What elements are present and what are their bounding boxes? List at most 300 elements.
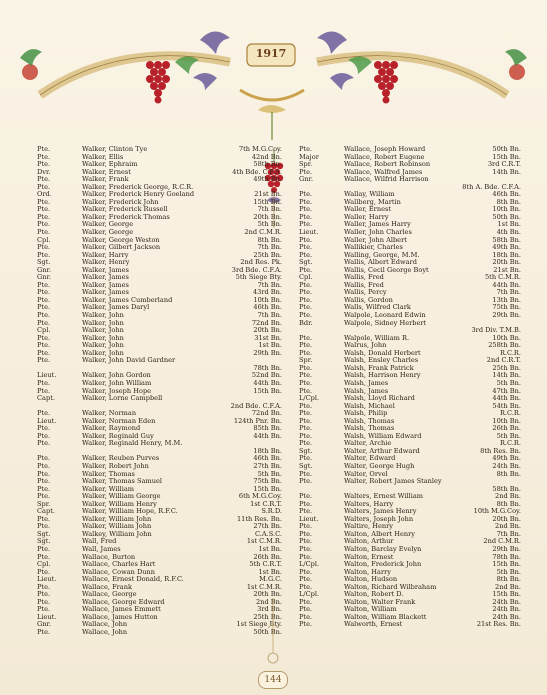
entry-rank: Cpl. — [37, 326, 51, 335]
roll-entry — [37, 169, 282, 177]
roll-entry — [299, 493, 521, 501]
entry-rank: Pte. — [299, 424, 313, 433]
entry-unit: 6th M.G.Coy. — [238, 492, 282, 501]
entry-rank: Pte. — [299, 363, 313, 372]
entry-rank: Pte. — [37, 439, 51, 448]
entry-unit: 21st Res. Bn. — [476, 620, 521, 629]
entry-unit: 20th Bn. — [492, 514, 521, 523]
entry-name: Walsh, William Edward — [344, 431, 422, 440]
roll-entry — [37, 516, 282, 524]
entry-unit: 44th Bn. — [492, 280, 521, 289]
entry-rank: Pte. — [37, 197, 51, 206]
roll-entry — [299, 229, 521, 237]
roll-entry — [37, 320, 282, 328]
entry-name: Wallace, Walfred James — [344, 167, 423, 176]
entry-unit: 24th Bn. — [492, 461, 521, 470]
entry-name: Walter, Robert James Stanley — [344, 477, 442, 486]
entry-unit: 3rd Div. T.M.B. — [471, 326, 521, 335]
entry-rank: Spr. — [37, 499, 51, 508]
entry-rank: Pte. — [299, 205, 313, 214]
entry-name: Walton, Walter Frank — [344, 597, 416, 606]
entry-name: Walter, Edward — [344, 454, 396, 463]
entry-name: Wallace, Robert Eugene — [344, 152, 425, 161]
entry-name: Walker, Frederick George, R.C.R. — [82, 182, 194, 191]
entry-rank: Pte. — [37, 311, 51, 320]
entry-name: Walker, Reginald Henry, M.M. — [82, 439, 183, 448]
entry-unit: C.A.S.C. — [254, 529, 282, 538]
roll-entry — [299, 599, 521, 607]
entry-name: Walpole, Sidney Herbert — [344, 318, 427, 327]
entry-unit: 124th Pnr. Bn. — [233, 416, 282, 425]
entry-name: Walker, John Gordon — [82, 371, 151, 380]
entry-rank: Pte. — [37, 409, 51, 418]
entry-name: Walker, Reginald Guy — [82, 431, 154, 440]
entry-unit: 1st C.R.T. — [250, 499, 282, 508]
entry-name: Walker, Gilbert Jackson — [82, 243, 161, 252]
entry-unit: 15th Bn. — [253, 386, 282, 395]
entry-name: Walker, Frederick Henry Goeland — [82, 190, 195, 199]
entry-unit: 11th Res. Bn. — [236, 514, 282, 523]
roll-entry — [299, 410, 521, 418]
entry-rank: Sgt. — [37, 529, 51, 538]
entry-rank: Cpl. — [37, 560, 51, 569]
roll-entry — [299, 372, 521, 380]
entry-unit: 3rd Bn. — [257, 605, 282, 614]
entry-unit: 78th Bn. — [253, 363, 282, 372]
entry-unit: 8th Bn. — [496, 499, 521, 508]
roll-entry — [37, 576, 282, 584]
entry-name: Wallace, Joseph Howard — [344, 145, 426, 153]
entry-name: Walker, Ellis — [82, 152, 124, 161]
entry-rank: Pte. — [37, 477, 51, 486]
entry-unit: 10th M.G.Coy. — [473, 507, 521, 516]
entry-unit: 14th Bn. — [492, 167, 521, 176]
roll-entry — [299, 403, 521, 411]
entry-unit: 5th Bn. — [257, 469, 282, 478]
entry-unit: 4th Bn. — [496, 228, 521, 237]
entry-rank: Sgt. — [299, 258, 313, 267]
roll-entry — [299, 274, 521, 282]
entry-rank: Pte. — [299, 341, 313, 350]
entry-name: Wallis, Gordon — [344, 295, 393, 304]
entry-name: Walters, James Henry — [344, 507, 417, 516]
entry-unit: 10th Bn. — [492, 205, 521, 214]
entry-name: Walsh, Michael — [344, 401, 395, 410]
entry-rank: Lieut. — [37, 612, 57, 621]
entry-unit: 44th Bn. — [253, 378, 282, 387]
roll-entry — [37, 312, 282, 320]
entry-rank: Spr. — [299, 356, 313, 365]
entry-rank: Pte. — [37, 341, 51, 350]
entry-rank: Pte. — [37, 212, 51, 221]
entry-name: Walker, John William — [82, 378, 152, 387]
entry-name: Wallace, Burton — [82, 552, 136, 561]
entry-unit: 8th A. Bde. C.F.A. — [462, 182, 521, 191]
entry-unit: 20th Bn. — [492, 258, 521, 267]
entry-name: Wallace, Wilfrid Harrison — [344, 175, 429, 184]
entry-rank: Pte. — [299, 507, 313, 516]
entry-name: Wallace, Ernest Donald, R.F.C. — [82, 575, 184, 584]
entry-rank: Pte. — [299, 431, 313, 440]
entry-unit: S.R.D. — [261, 507, 282, 516]
entry-rank: Pte. — [299, 597, 313, 606]
entry-unit: 42nd Bn. — [251, 152, 282, 161]
entry-name: Walpole, Leonard Edwin — [344, 311, 426, 320]
entry-rank: Pte. — [37, 461, 51, 470]
entry-rank: Gnr. — [37, 265, 52, 274]
entry-name: Waller, James Harry — [344, 220, 411, 229]
entry-unit: 25th Bn. — [253, 612, 282, 621]
entry-rank: Pte. — [37, 356, 51, 365]
roll-entry — [37, 440, 282, 448]
roll-entry — [299, 584, 521, 592]
entry-rank: Pte. — [37, 454, 51, 463]
entry-rank: Pte. — [299, 522, 313, 531]
entry-rank: Pte. — [299, 311, 313, 320]
entry-unit: 44th Bn. — [492, 394, 521, 403]
entry-rank: Pte. — [37, 567, 51, 576]
entry-rank: Pte. — [299, 612, 313, 621]
roll-entry — [37, 274, 282, 282]
entry-name: Walker, Thomas — [82, 469, 135, 478]
entry-unit: 7th M.G.Coy. — [238, 145, 282, 153]
entry-unit: 10th Bn. — [492, 333, 521, 342]
entry-rank: Pte. — [299, 477, 313, 486]
entry-unit: 5th C.M.R. — [484, 273, 521, 282]
entry-rank: Pte. — [299, 605, 313, 614]
entry-name: Walton, Ernest — [344, 552, 394, 561]
entry-unit: 50th Bn. — [492, 145, 521, 153]
entry-unit: 15th Bn. — [492, 560, 521, 569]
scroll-ornament-icon — [262, 598, 284, 668]
entry-rank: Pte. — [299, 567, 313, 576]
entry-unit: 20th Bn. — [253, 212, 282, 221]
entry-name: Wallis, Fred — [344, 280, 384, 289]
entry-unit: 21st Bn. — [493, 265, 521, 274]
entry-name: Wallis, Albert Edward — [344, 258, 417, 267]
entry-rank: Pte. — [299, 469, 313, 478]
entry-unit: 1st Bn. — [258, 567, 282, 576]
entry-unit: 1st Bn. — [258, 544, 282, 553]
roll-entry — [299, 191, 521, 199]
roll-entry — [299, 237, 521, 245]
entry-unit: R.C.R. — [499, 409, 521, 418]
entry-rank: Pte. — [37, 318, 51, 327]
entry-name: Wall, James — [82, 544, 121, 553]
entry-name: Walker, William Hope, R.F.C. — [82, 507, 178, 516]
entry-name: Walker, Joseph Hope — [82, 386, 152, 395]
entry-rank: Pte. — [37, 484, 51, 493]
entry-name: Walworth, Ernest — [344, 620, 403, 629]
entry-name: Walkey, William John — [82, 529, 152, 538]
entry-name: Walter, Orvel — [344, 469, 388, 478]
entry-unit: 5th Bn. — [257, 220, 282, 229]
entry-unit: 8th Res. Bn. — [480, 446, 521, 455]
entry-rank: Pte. — [37, 288, 51, 297]
entry-unit: 29th Bn. — [253, 348, 282, 357]
entry-name: Waller, Ernest — [344, 205, 392, 214]
entry-unit: 47th Bn. — [492, 386, 521, 395]
roll-entry — [37, 523, 282, 531]
entry-unit: 2nd C.R.T. — [486, 356, 521, 365]
entry-name: Walker, John — [82, 348, 124, 357]
entry-unit: 2nd Bn. — [495, 582, 521, 591]
entry-name: Wallis, Fred — [344, 273, 384, 282]
entry-unit: 18th Bn. — [492, 250, 521, 259]
entry-name: Walton, William — [344, 605, 397, 614]
entry-rank: Cpl. — [37, 235, 51, 244]
entry-name: Walsh, Ensley Charles — [344, 356, 419, 365]
entry-rank: Pte. — [37, 628, 51, 636]
entry-unit: 3rd C.R.T. — [487, 160, 521, 169]
roll-entry — [37, 372, 282, 380]
roll-entry — [299, 418, 521, 426]
entry-rank: Pte. — [37, 492, 51, 501]
entry-name: Walton, Barclay Evelyn — [344, 544, 422, 553]
entry-rank: Pte. — [299, 537, 313, 546]
entry-unit: 20th Bn. — [253, 590, 282, 599]
roll-entry — [37, 327, 282, 335]
entry-unit: 2nd Bde. C.F.A. — [230, 401, 282, 410]
entry-name: Walton, Richard Wilbraham — [344, 582, 437, 591]
entry-name: Wall, Fred — [82, 537, 117, 546]
entry-name: Walker, Reuben Purves — [82, 454, 160, 463]
entry-name: Walton, Albert Henry — [344, 529, 415, 538]
entry-rank: Pte. — [299, 197, 313, 206]
entry-name: Walker, George Weston — [82, 235, 160, 244]
entry-unit: 21st Bn. — [254, 190, 282, 199]
roll-entry — [299, 206, 521, 214]
entry-unit: 2nd C.M.R. — [483, 537, 521, 546]
entry-rank: Pte. — [37, 597, 51, 606]
roll-entry — [299, 448, 521, 456]
entry-rank: L/Cpl. — [299, 394, 320, 403]
entry-rank: Pte. — [37, 228, 51, 237]
entry-unit: 5th Bn. — [496, 431, 521, 440]
entry-rank: Gnr. — [299, 175, 314, 184]
entry-unit: 14th Bn. — [492, 371, 521, 380]
entry-unit: 7th Bn. — [257, 280, 282, 289]
entry-name: Walton, Hudson — [344, 575, 398, 584]
left-column — [37, 146, 282, 637]
entry-name: Walker, James Daryl — [82, 303, 150, 312]
entry-rank: Pte. — [37, 552, 51, 561]
entry-rank: L/Cpl. — [299, 590, 320, 599]
roll-entry — [37, 448, 282, 456]
entry-unit: 85th Bn. — [253, 424, 282, 433]
entry-unit: 8th Bn. — [496, 197, 521, 206]
roll-entry — [299, 184, 521, 192]
entry-name: Walsh, Frank Patrick — [344, 363, 414, 372]
roll-entry — [37, 561, 282, 569]
entry-rank: Pte. — [299, 167, 313, 176]
entry-name: Walker, William George — [82, 492, 161, 501]
entry-rank: Pte. — [299, 295, 313, 304]
entry-unit: 58th Bn. — [253, 160, 282, 169]
entry-unit: 3rd Bde. C.F.A. — [231, 265, 282, 274]
entry-unit: 1st Bn. — [497, 220, 521, 229]
entry-unit: 5th Bn. — [496, 378, 521, 387]
entry-name: Walker, Harry — [82, 250, 129, 259]
entry-rank: Lieut. — [299, 514, 319, 523]
entry-rank: Pte. — [37, 582, 51, 591]
entry-name: Waller, John Charles — [344, 228, 412, 237]
entry-unit: 75th Bn. — [253, 477, 282, 486]
entry-name: Walsh, Donald Herbert — [344, 348, 421, 357]
roll-entry — [299, 327, 521, 335]
entry-name: Walker, James — [82, 273, 129, 282]
roll-entry — [37, 463, 282, 471]
entry-rank: Pte. — [299, 145, 313, 153]
entry-rank: Pte. — [37, 295, 51, 304]
entry-rank: Pte. — [37, 605, 51, 614]
entry-name: Walls, Wilfred Clark — [344, 303, 411, 312]
roll-entry — [299, 433, 521, 441]
roll-entry — [37, 342, 282, 350]
roll-entry — [299, 561, 521, 569]
entry-rank: Pte. — [37, 590, 51, 599]
entry-unit: 7th Bn. — [257, 243, 282, 252]
entry-rank: Pte. — [299, 280, 313, 289]
entry-name: Walsh, Harrison Henry — [344, 371, 421, 380]
entry-unit: 7th Bn. — [257, 311, 282, 320]
entry-rank: Pte. — [299, 499, 313, 508]
entry-unit: 26th Bn. — [492, 424, 521, 433]
entry-name: Walker, James — [82, 288, 129, 297]
roll-entry — [37, 493, 282, 501]
entry-unit: M.G.C. — [259, 575, 282, 584]
entry-unit: 46th Bn. — [253, 303, 282, 312]
entry-name: Walker, James — [82, 280, 129, 289]
entry-name: Waller, Harry — [344, 212, 389, 221]
entry-rank: Pte. — [299, 243, 313, 252]
entry-name: Walker, Norman Eden — [82, 416, 156, 425]
entry-name: Walker, Lorne Campbell — [82, 394, 163, 403]
entry-name: Walker, William John — [82, 522, 152, 531]
entry-rank: Pte. — [299, 454, 313, 463]
entry-name: Walker, James — [82, 265, 129, 274]
entry-rank: Pte. — [37, 175, 51, 184]
entry-unit: 27th Bn. — [253, 461, 282, 470]
entry-name: Wallis, Percy — [344, 288, 387, 297]
entry-name: Wallace, Frank — [82, 582, 132, 591]
entry-rank: Lieut. — [37, 575, 57, 584]
entry-rank: Pte. — [299, 575, 313, 584]
roll-entry — [299, 380, 521, 388]
entry-rank: Bdr. — [299, 318, 313, 327]
entry-unit: 46th Bn. — [253, 454, 282, 463]
entry-name: Wallberg, Martin — [344, 197, 401, 206]
roll-entry — [37, 403, 282, 411]
entry-unit: 18th Bn. — [253, 446, 282, 455]
entry-name: Walters, Harry — [344, 499, 394, 508]
entry-name: Walker, John David Gardner — [82, 356, 176, 365]
entry-unit: R.C.R. — [499, 439, 521, 448]
entry-unit: 10th Bn. — [253, 295, 282, 304]
entry-rank: Pte. — [299, 190, 313, 199]
entry-name: Walsh, James — [344, 378, 389, 387]
entry-unit: 2nd C.M.R. — [244, 228, 282, 237]
entry-unit: 2nd Bn. — [495, 522, 521, 531]
roll-entry — [299, 546, 521, 554]
entry-name: Walker, Henry — [82, 258, 130, 267]
entry-rank: Pte. — [299, 288, 313, 297]
entry-rank: Capt. — [37, 394, 55, 403]
entry-rank: Pte. — [37, 378, 51, 387]
entry-name: Walker, John — [82, 311, 124, 320]
entry-name: Walsh, Thomas — [344, 424, 395, 433]
entry-name: Walker, John — [82, 341, 124, 350]
entry-rank: Cpl. — [299, 273, 313, 282]
entry-rank: L/Cpl. — [299, 560, 320, 569]
entry-name: Wallace, John — [82, 628, 128, 636]
roll-entry — [299, 621, 521, 629]
entry-name: Wallis, Cecil George Boyt — [344, 265, 429, 274]
entry-name: Walker, George — [82, 220, 134, 229]
entry-name: Walker, George — [82, 228, 134, 237]
entry-rank: Pte. — [37, 280, 51, 289]
entry-rank: Pte. — [37, 145, 51, 153]
roll-entry — [37, 214, 282, 222]
entry-unit: 1st Bn. — [258, 341, 282, 350]
entry-unit: 29th Bn. — [492, 544, 521, 553]
entry-unit: 8th Bn. — [496, 469, 521, 478]
entry-rank: Lieut. — [37, 371, 57, 380]
entry-rank: Gnr. — [37, 620, 52, 629]
roll-entry — [299, 478, 521, 486]
roll-entry — [299, 463, 521, 471]
entry-unit: 43rd Bn. — [252, 288, 282, 297]
entry-name: Walters, Joseph John — [344, 514, 414, 523]
roll-entry — [37, 546, 282, 554]
roll-entry — [37, 365, 282, 373]
entry-rank: Pte. — [37, 250, 51, 259]
entry-rank: Gnr. — [37, 273, 52, 282]
entry-unit: 75th Bn. — [492, 303, 521, 312]
entry-rank: Sgt. — [37, 258, 51, 267]
entry-name: Walker, Robert John — [82, 461, 149, 470]
entry-unit: 8th Bn. — [257, 235, 282, 244]
entry-unit: 24th Bn. — [492, 612, 521, 621]
entry-rank: Lieut. — [299, 228, 319, 237]
entry-rank: Pte. — [37, 431, 51, 440]
entry-name: Walker, James Cumberland — [82, 295, 173, 304]
entry-name: Walton, William Blackett — [344, 612, 427, 621]
entry-unit: 15th Bn. — [253, 484, 282, 493]
entry-name: Wallace, James Hutton — [82, 612, 158, 621]
entry-unit: 1st Siege Bty. — [236, 620, 282, 629]
entry-unit: 2nd Bn. — [495, 492, 521, 501]
entry-rank: Pte. — [37, 348, 51, 357]
entry-unit: 27th Bn. — [253, 522, 282, 531]
entry-name: Walker, Frederick Thomas — [82, 212, 170, 221]
entry-rank: Pte. — [299, 552, 313, 561]
entry-unit: 2nd Bn. — [256, 597, 282, 606]
entry-name: Walker, Frederick John — [82, 197, 159, 206]
entry-rank: Pte. — [299, 371, 313, 380]
entry-unit: 25th Bn. — [492, 363, 521, 372]
entry-unit: 50th Bn. — [253, 628, 282, 636]
roll-entry — [37, 154, 282, 162]
entry-unit: 2nd Res. Pk. — [240, 258, 282, 267]
roll-entry — [37, 606, 282, 614]
entry-name: Walsh, James — [344, 386, 389, 395]
entry-unit: 24th Bn. — [492, 597, 521, 606]
entry-unit: 258th Bn. — [488, 341, 521, 350]
entry-rank: Major — [299, 152, 319, 161]
entry-rank: Spr. — [299, 160, 313, 169]
entry-name: Walpole, William R. — [344, 333, 410, 342]
